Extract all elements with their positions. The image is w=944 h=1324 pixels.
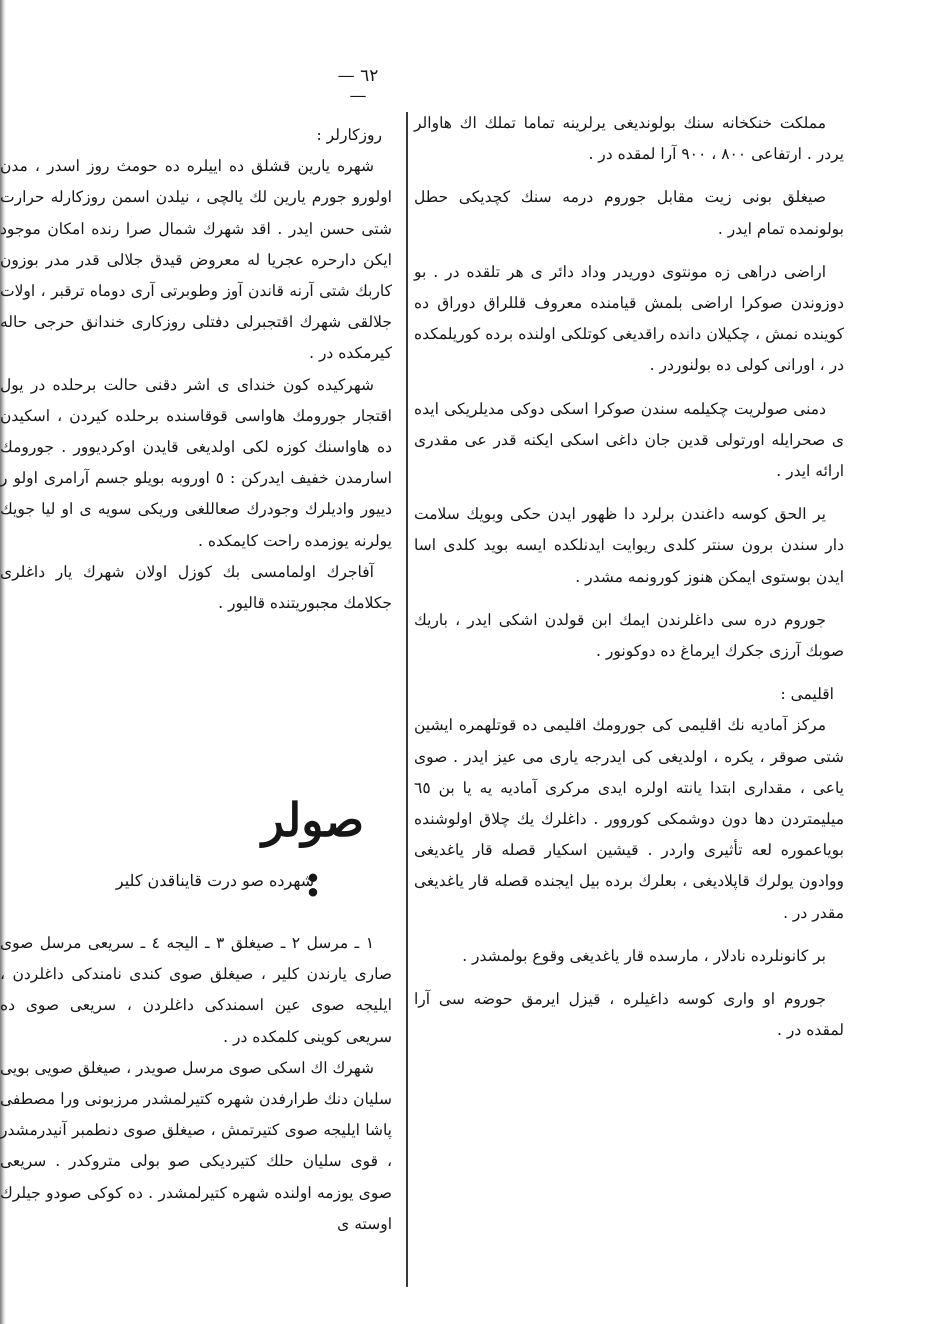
winds-heading: روزكارلر : [316, 126, 382, 144]
right-paragraph-4: دمنى صولريت چكيلمه سندن صوكرا اسكى دوكى مديلريكى ايده ى صحرايله اورتولى قدين جان داغى اسكى ايكنه قدر عى مقدرى ارائه ايدر . [414, 399, 844, 481]
right-paragraph-3: اراضى دراهى زه مونتوى دوريدر وداد دائر ى هر تلقده در . بو دوزوندن صوكرا اراضى بلمش قيامنده معروف قللراق دوراق ده كوينده نمش ، چكيلان دانده راقديغى كوتلكى اولنده برده كوريلمكده در ، اورانى كولى ده بولنوردر . [414, 262, 844, 375]
right-column [414, 108, 844, 1046]
left-column-lower [0, 928, 392, 1240]
climate-heading: اقليمى : [780, 685, 834, 704]
climate-paragraph-1: مركز آماديه نك اقليمى كى جورومك اقليمى ده قوتلهمره ايشين شتى صوقر ، يكره ، اولديغى كى ايدرجه يارى مى عيز ايدر . صوى ياعى ، مقدارى ابتدا يانته اولره ايدى مركرى آماديه يه يا بن ٦٥ ميليمتردن دها دون دوشمكى كوروور . داغلرك يك چلاق اولوشنده بوياعموره لعه تأثيرى واردر . قيشين اسكيار قصله قار ياغديغى ووادون يولرك قاپلاديغى ، بعلرك برده بيل ايجنده قصله قار ياغديغى مقدر در . [414, 716, 844, 922]
section-title: صولر : [261, 793, 365, 907]
column-divider [406, 112, 408, 1287]
page-number: — ٦٢ — [337, 66, 379, 106]
section-subtitle: شهرده صو درت قايناقدن كلير [115, 871, 315, 890]
water-paragraph-1: ١ ـ مرسل ٢ ـ صيغلق ٣ ـ اليجه ٤ ـ سريعى مرسل صوى صارى يارندن كلير ، صيغلق صوى كندى نامندكى داغلردن ، ايليجه صوى عين اسمندكى داغلردن ، سريعى صوى ده سريعى كوينى كلمكده در . [0, 934, 392, 1046]
right-paragraph-2: صيغلق بونى زيت مقابل جوروم درمه سنك كچديكى حطل بولونمده تمام ايدر . [414, 188, 844, 238]
right-paragraph-1: مملكت خنكخانه سنك بولونديغى يرلرينه تماما تملك اك هاوالر يردر . ارتفاعى ٨٠٠ ، ٩٠٠ آرا لمقده در . [414, 114, 844, 164]
left-paragraph-2: شهركيده كون خنداى ى اشر دقنى حالت برحلده در يول اقتجار جورومك هاواسى قوقاسنده برحلده كيردن ، اسكيدن ده هاواسنك كوزه لكى اولديغى قايدن اوكرديوور . جورومك اسارمدن خفيف ايدركن : ٥ اوروبه بويلو جسم آرامرى اولو ر دييور واديلرك وجودرك صعاللغى وريكى سويه ى او ليا جويك يولرنه يوزمده راحت كايمكده . [0, 375, 392, 550]
left-paragraph-1: شهره يارين قشلق ده اييلره ده حومث روز اسدر ، مدن اولورو جورم يارين لك يالچى ، نيلدن اسمن روزكارله حرارت شتى حسن ايدر . اقد شهرك شمال صرا رنده امكان موجود ايكن دارحره عجريا له معروض قيدق جلالى قدر مدر بوزون كاربك شتى آرنه قاندن آوز وطوبرتى آرى دوماه ترقبر ، اولات جلالقى شهرك اقتجبرلى دفتلى روزكارى خندانق حرجى حاله كيرمكده در . [0, 157, 392, 363]
climate-paragraph-2: بر كانونلرده نادلار ، مارسده قار ياغديغى وقوع بولمشدر . [462, 946, 826, 965]
right-paragraph-6: جوروم دره سى داغلرندن ايمك ابن قولدن اشكى ايدر ، باريك صوبك آرزى جكرك ايرماغ ده دوكونور . [414, 610, 844, 661]
water-paragraph-2: شهرك اك اسكى صوى مرسل صويدر ، صيغلق صويى بويى سليان دنك طرارفدن شهره كتيرلمشدر مرزبونى ورا مصطفى پاشا ايليجه صوى كتيرتمش ، صيغلق صوى دنطمبر آنيدرمشدر ، قوى سليان حلك كتيرديكى صو بولى متروكدر . سريعى صوى يوزمه اولنده شهره كتيرلمشدر . ده كوكى صودو جيلرك اوسته ى [0, 1058, 392, 1233]
left-column-upper [0, 120, 392, 619]
left-paragraph-3: آفاجرك اولمامسى بك كوزل اولان شهرك يار داغلرى جكلامك مجبوريتنده قاليور . [0, 562, 392, 613]
right-paragraph-5: ير الحق كوسه داغندن برلرد دا ظهور ايدن حكى وبويك سلامت دار سندن برون سنتر كلدى ريوايت ايدنلكده ايسه بويد كلدى اسا ايدن بوستوى ايمكن هنوز كورونمه مشدر . [414, 505, 844, 586]
climate-paragraph-3: جوروم او وارى كوسه داغيلره ، قيزل ايرمق حوضه سى آرا لمقده در . [414, 990, 844, 1040]
